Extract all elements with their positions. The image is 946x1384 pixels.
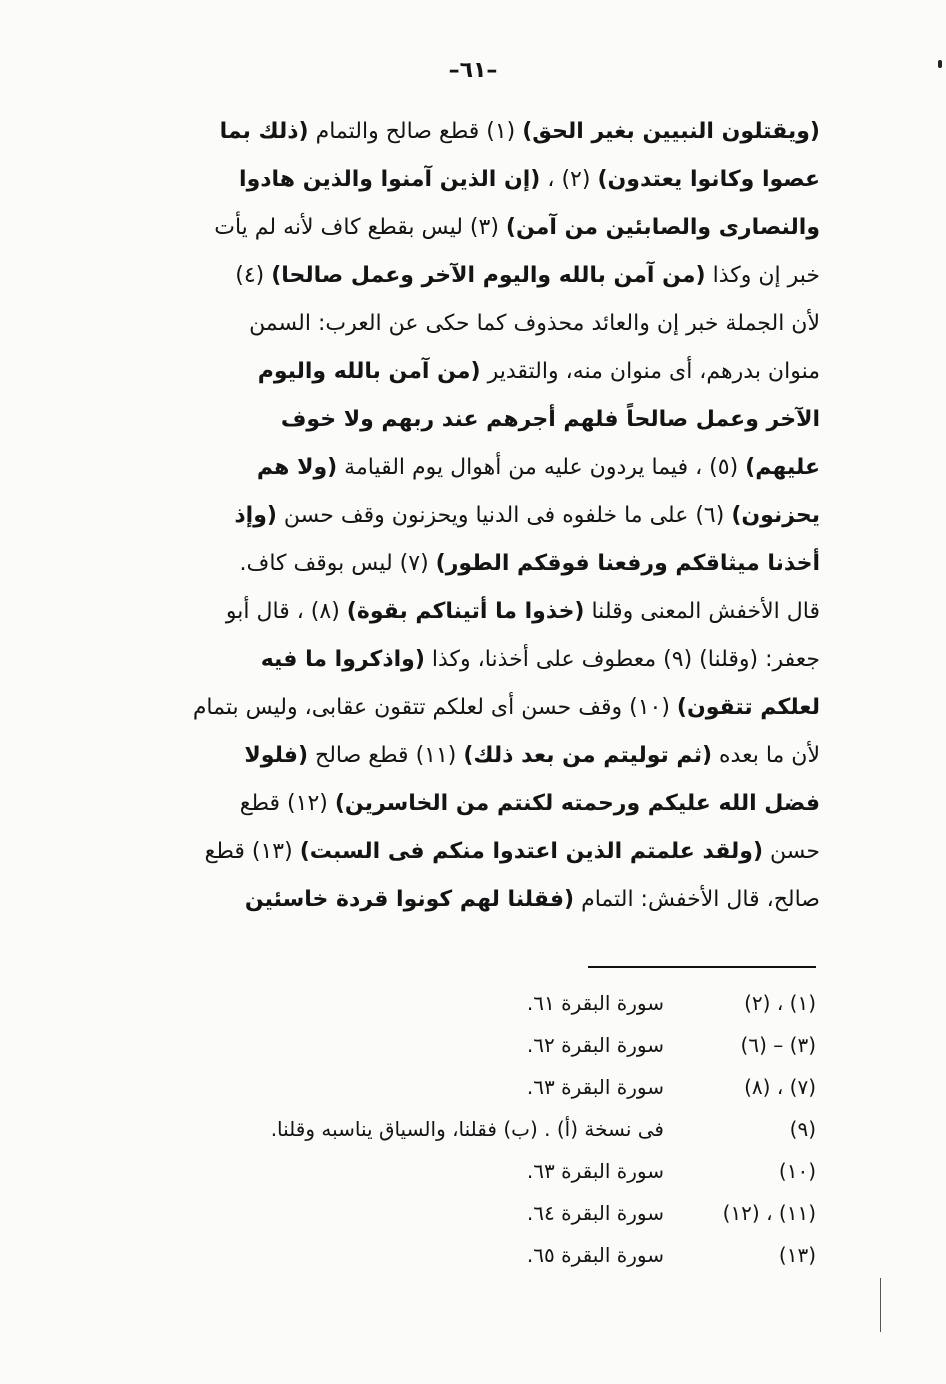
- commentary-text: (٣) ليس بقطع كاف لأنه لم يأت: [214, 215, 506, 240]
- commentary-text: لأن الجملة خبر إن والعائد محذوف كما حكى عن العرب: السمن: [249, 311, 820, 336]
- footnote-text: سورة البقرة ٦٥.: [526, 1243, 664, 1267]
- footnote-text: سورة البقرة ٦٢.: [526, 1033, 664, 1057]
- quran-quote: (ولا هم: [256, 455, 338, 480]
- quran-quote: (ولقد علمتم الذين اعتدوا منكم فى السبت): [299, 839, 764, 864]
- commentary-text: (١٠) وقف حسن أى لعلكم تتقون عقابى، وليس بتمام: [192, 695, 677, 720]
- quran-quote: يحزنون): [731, 503, 820, 528]
- text-line: [104, 348, 820, 396]
- commentary-text: (١٣) قطع: [204, 839, 300, 864]
- commentary-text: (١١) قطع صالح: [308, 743, 464, 768]
- text-line: [104, 588, 820, 636]
- quran-quote: والنصارى والصابئين من آمن): [505, 215, 820, 240]
- commentary-text: جعفر: (وقلنا) (٩) معطوف على أخذنا، وكذا: [424, 647, 820, 672]
- commentary-text: لأن ما بعده: [712, 743, 820, 768]
- text-line: [104, 684, 820, 732]
- footnote-ref: (٩): [789, 1117, 816, 1141]
- main-text: [104, 108, 820, 924]
- footnote: [150, 982, 816, 1024]
- text-line: [104, 204, 820, 252]
- quran-quote: لعلكم تتقون): [676, 695, 820, 720]
- text-line: [104, 444, 820, 492]
- footnote-separator: [588, 966, 816, 968]
- footnote: [150, 1066, 816, 1108]
- text-line: [104, 636, 820, 684]
- footnote-ref: (٣) – (٦): [740, 1033, 816, 1057]
- text-line: [104, 252, 820, 300]
- commentary-text: خبر إن وكذا: [705, 263, 820, 288]
- text-line: [104, 780, 820, 828]
- quran-quote: (ويقتلون النبيين بغير الحق): [522, 119, 820, 144]
- quran-quote: (وإذ: [234, 503, 277, 528]
- quran-quote: (فقلنا لهم كونوا قردة خاسئين: [244, 887, 575, 912]
- footnote-text: سورة البقرة ٦٣.: [526, 1159, 664, 1183]
- quran-quote: (إن الذين آمنوا والذين هادوا: [239, 167, 541, 192]
- footnote-text: فى نسخة (أ) . (ب) فقلنا، والسياق يناسبه وقلنا.: [270, 1117, 664, 1141]
- quran-quote: (ذلك بما: [219, 119, 309, 144]
- commentary-text: (٥) ، فيما يردون عليه من أهوال يوم القيامة: [337, 455, 746, 480]
- text-line: [104, 108, 820, 156]
- footnotes: [150, 982, 816, 1276]
- quran-quote: (من آمن بالله واليوم: [257, 359, 481, 384]
- commentary-text: قال الأخفش المعنى وقلنا: [584, 599, 820, 624]
- quran-quote: عليهم): [745, 455, 820, 480]
- commentary-text: (٧) ليس بوقف كاف.: [239, 551, 436, 576]
- text-line: [104, 876, 820, 924]
- quran-quote: (فلولا: [244, 743, 309, 768]
- footnote: [150, 1024, 816, 1066]
- footnote-ref: (١١) ، (١٢): [722, 1201, 816, 1225]
- footnote: [150, 1234, 816, 1276]
- commentary-text: (٢) ،: [540, 167, 598, 192]
- commentary-text: (٤): [235, 263, 272, 288]
- commentary-text: (١) قطع صالح والتمام: [308, 119, 523, 144]
- commentary-text: منوان بدرهم، أى منوان منه، والتقدير: [480, 359, 820, 384]
- text-line: [104, 156, 820, 204]
- footnote-ref: (١٣): [778, 1243, 816, 1267]
- quran-quote: (واذكروا ما فيه: [260, 647, 425, 672]
- commentary-text: (١٢) قطع: [239, 791, 335, 816]
- quran-quote: أخذنا ميثاقكم ورفعنا فوقكم الطور): [435, 551, 820, 576]
- quran-quote: (ثم توليتم من بعد ذلك): [463, 743, 713, 768]
- quran-quote: (خذوا ما أتيناكم بقوة): [346, 599, 585, 624]
- scan-edge-mark: [880, 1278, 881, 1332]
- footnote: [150, 1108, 816, 1150]
- text-line: [104, 732, 820, 780]
- footnote-ref: (١٠): [778, 1159, 816, 1183]
- quran-quote: (من آمن بالله واليوم الآخر وعمل صالحا): [271, 263, 706, 288]
- footnote-ref: (٧) ، (٨): [744, 1075, 816, 1099]
- commentary-text: (٨) ، قال أبو: [225, 599, 347, 624]
- page-number: –٦١–: [448, 58, 498, 83]
- quran-quote: الآخر وعمل صالحاً فلهم أجرهم عند ربهم ولا خوف: [280, 407, 820, 432]
- footnote: [150, 1192, 816, 1234]
- footnote-ref: (١) ، (٢): [744, 991, 816, 1015]
- text-line: [104, 540, 820, 588]
- footnote-text: سورة البقرة ٦٤.: [526, 1201, 664, 1225]
- footnote: [150, 1150, 816, 1192]
- quran-quote: فضل الله عليكم ورحمته لكنتم من الخاسرين): [334, 791, 820, 816]
- footnote-text: سورة البقرة ٦١.: [526, 991, 664, 1015]
- commentary-text: صالح، قال الأخفش: التمام: [574, 887, 820, 912]
- commentary-text: حسن: [763, 839, 820, 864]
- text-line: [104, 492, 820, 540]
- footnote-text: سورة البقرة ٦٣.: [526, 1075, 664, 1099]
- commentary-text: (٦) على ما خلفوه فى الدنيا ويحزنون وقف حسن: [276, 503, 732, 528]
- text-line: [104, 396, 820, 444]
- text-line: [104, 828, 820, 876]
- text-line: [104, 300, 820, 348]
- quran-quote: عصوا وكانوا يعتدون): [597, 167, 820, 192]
